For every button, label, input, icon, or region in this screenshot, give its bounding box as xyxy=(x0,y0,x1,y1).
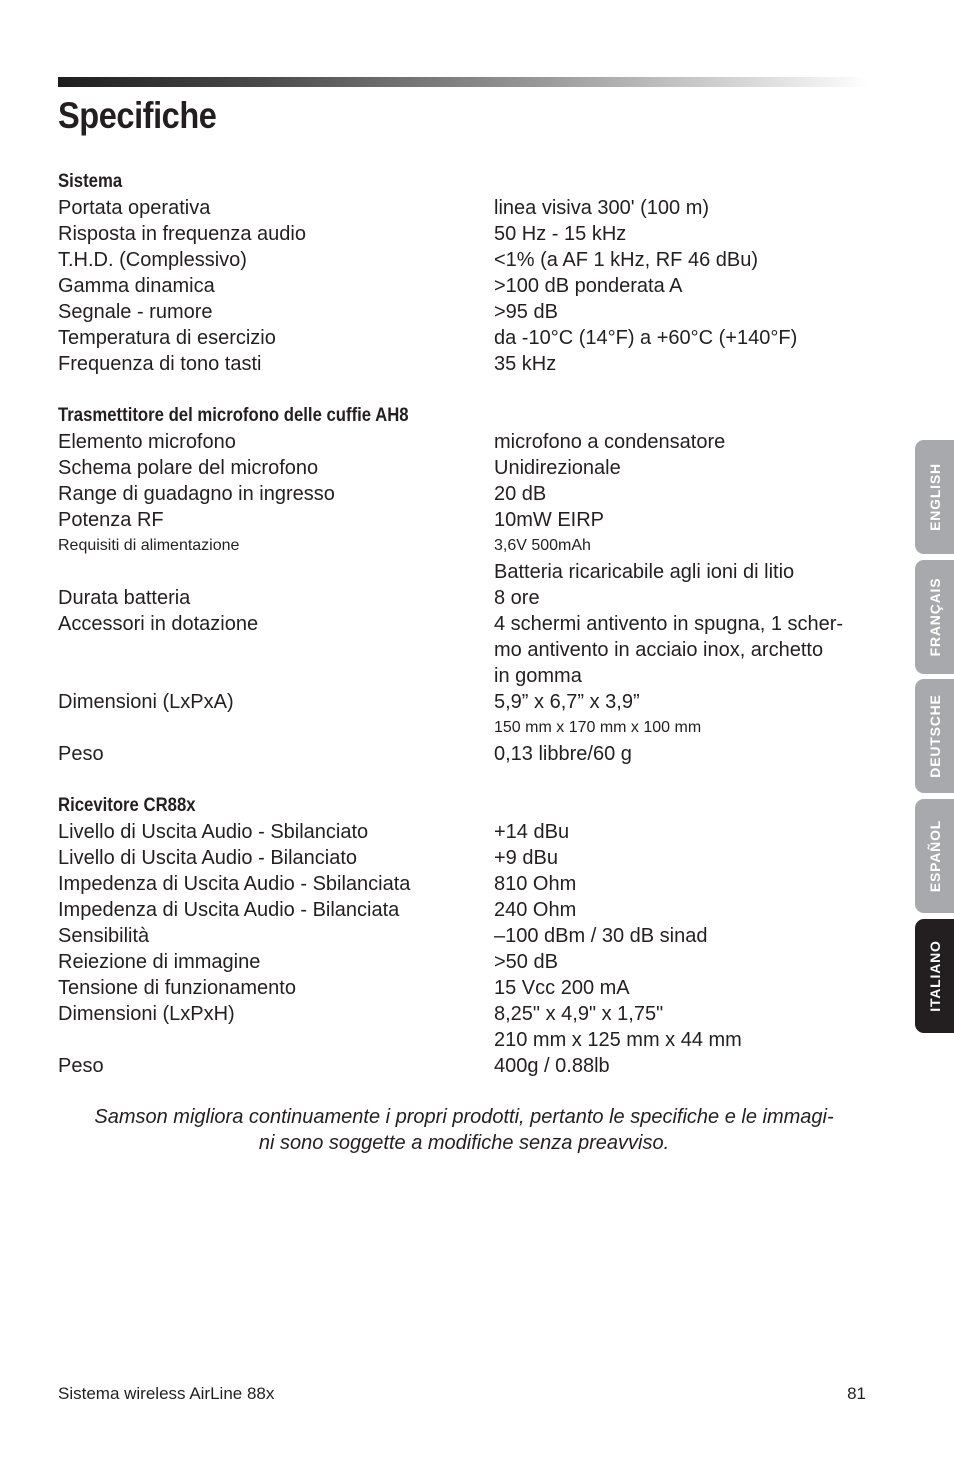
spec-label: Peso xyxy=(58,1055,104,1077)
page-title: Specifiche xyxy=(58,95,217,136)
spec-value: 4 schermi antivento in spugna, 1 scher- xyxy=(494,613,844,635)
spec-value: 35 kHz xyxy=(494,353,557,375)
disclaimer-note xyxy=(58,1104,870,1156)
section-heading-trasmettitore: Trasmettitore del microfono delle cuffie AH8 xyxy=(58,405,409,426)
spec-value-continued: 210 mm x 125 mm x 44 mm xyxy=(494,1029,742,1051)
spec-row xyxy=(58,325,870,351)
spec-value: +9 dBu xyxy=(494,847,558,869)
language-tab-deutsche[interactable] xyxy=(915,679,954,793)
spec-label: Requisiti di alimentazione xyxy=(58,537,240,554)
spec-label: Range di guadagno in ingresso xyxy=(58,483,335,505)
header-gradient-bar xyxy=(58,77,868,87)
spec-label: Reiezione di immagine xyxy=(58,951,261,973)
spec-label: Tensione di funzionamento xyxy=(58,977,296,999)
spec-row xyxy=(58,351,870,377)
spec-value-continued: 150 mm x 170 mm x 100 mm xyxy=(494,719,702,736)
spec-value: >95 dB xyxy=(494,301,558,323)
spec-label: Temperatura di esercizio xyxy=(58,327,276,349)
spec-row xyxy=(58,845,870,871)
spec-row xyxy=(58,299,870,325)
spec-row xyxy=(58,273,870,299)
spec-row xyxy=(58,871,870,897)
spec-value: 8 ore xyxy=(494,587,540,609)
spec-label: Gamma dinamica xyxy=(58,275,215,297)
spec-row xyxy=(58,585,870,611)
spec-label: Risposta in frequenza audio xyxy=(58,223,306,245)
page-number: 81 xyxy=(847,1384,866,1403)
footer-product-name: Sistema wireless AirLine 88x xyxy=(58,1384,275,1403)
spec-row xyxy=(58,689,870,741)
spec-row xyxy=(58,507,870,533)
language-tab-label: ITALIANO xyxy=(926,940,943,1012)
spec-value: >100 dB ponderata A xyxy=(494,275,683,297)
spec-row xyxy=(58,611,870,689)
spec-label: Dimensioni (LxPxH) xyxy=(58,1003,235,1025)
spec-value: microfono a condensatore xyxy=(494,431,726,453)
spec-row xyxy=(58,897,870,923)
spec-row xyxy=(58,533,870,585)
spec-label: Livello di Uscita Audio - Bilanciato xyxy=(58,847,358,869)
section-spacer xyxy=(58,767,870,793)
spec-value: da -10°C (14°F) a +60°C (+140°F) xyxy=(494,327,798,349)
spec-row xyxy=(58,1001,870,1053)
language-tab-espanol[interactable] xyxy=(915,799,954,913)
spec-label: Impedenza di Uscita Audio - Bilanciata xyxy=(58,899,400,921)
spec-value: 0,13 libbre/60 g xyxy=(494,743,632,765)
specifications-list xyxy=(58,169,870,1079)
spec-row xyxy=(58,1053,870,1079)
spec-label: Livello di Uscita Audio - Sbilanciato xyxy=(58,821,369,843)
spec-label: Sensibilità xyxy=(58,925,150,947)
spec-label: Peso xyxy=(58,743,104,765)
section-heading-ricevitore: Ricevitore CR88x xyxy=(58,795,196,816)
disclaimer-line: Samson migliora continuamente i propri prodotti, pertanto le specifiche e le immagi- xyxy=(94,1106,834,1128)
spec-value: 240 Ohm xyxy=(494,899,577,921)
spec-label: Durata batteria xyxy=(58,587,191,609)
language-tab-label: DEUTSCHE xyxy=(926,694,943,778)
spec-value: 3,6V 500mAh xyxy=(494,537,591,554)
spec-value: Unidirezionale xyxy=(494,457,621,479)
spec-value: 50 Hz - 15 kHz xyxy=(494,223,627,245)
spec-value: –100 dBm / 30 dB sinad xyxy=(494,925,708,947)
section-spacer xyxy=(58,377,870,403)
language-tab-label: FRANÇAIS xyxy=(926,577,943,657)
spec-row xyxy=(58,195,870,221)
spec-label: Potenza RF xyxy=(58,509,164,531)
spec-value: <1% (a AF 1 kHz, RF 46 dBu) xyxy=(494,249,758,271)
spec-label: Impedenza di Uscita Audio - Sbilanciata xyxy=(58,873,411,895)
spec-row xyxy=(58,429,870,455)
spec-value-continued: in gomma xyxy=(494,665,582,687)
spec-label: Dimensioni (LxPxA) xyxy=(58,691,234,713)
spec-row xyxy=(58,247,870,273)
spec-value: 400g / 0.88lb xyxy=(494,1055,610,1077)
spec-value: linea visiva 300' (100 m) xyxy=(494,197,710,219)
spec-value: >50 dB xyxy=(494,951,558,973)
spec-value: 10mW EIRP xyxy=(494,509,605,531)
spec-value: +14 dBu xyxy=(494,821,570,843)
spec-row xyxy=(58,923,870,949)
language-tab-label: ESPAÑOL xyxy=(926,819,943,893)
spec-label: Segnale - rumore xyxy=(58,301,213,323)
spec-label: Portata operativa xyxy=(58,197,211,219)
spec-row xyxy=(58,975,870,1001)
spec-value-continued: mo antivento in acciaio inox, archetto xyxy=(494,639,824,661)
spec-value-continued: Batteria ricaricabile agli ioni di litio xyxy=(494,561,795,583)
spec-label: Elemento microfono xyxy=(58,431,236,453)
spec-value: 20 dB xyxy=(494,483,547,505)
language-tab-italiano[interactable] xyxy=(915,919,954,1033)
spec-row xyxy=(58,819,870,845)
spec-label: Frequenza di tono tasti xyxy=(58,353,262,375)
spec-row xyxy=(58,741,870,767)
spec-value: 8,25" x 4,9" x 1,75" xyxy=(494,1003,664,1025)
spec-label: Accessori in dotazione xyxy=(58,613,259,635)
spec-row xyxy=(58,455,870,481)
section-heading-sistema: Sistema xyxy=(58,171,123,192)
spec-row xyxy=(58,481,870,507)
spec-row xyxy=(58,949,870,975)
spec-value: 15 Vcc 200 mA xyxy=(494,977,630,999)
disclaimer-line: ni sono soggette a modifiche senza preavviso. xyxy=(258,1132,670,1154)
spec-label: Schema polare del microfono xyxy=(58,457,319,479)
spec-label: T.H.D. (Complessivo) xyxy=(58,249,247,271)
spec-row xyxy=(58,221,870,247)
spec-value: 5,9” x 6,7” x 3,9” xyxy=(494,691,640,713)
spec-value: 810 Ohm xyxy=(494,873,577,895)
language-tab-label: ENGLISH xyxy=(926,463,943,531)
language-tab-english[interactable] xyxy=(915,440,954,554)
language-tab-francais[interactable] xyxy=(915,560,954,674)
